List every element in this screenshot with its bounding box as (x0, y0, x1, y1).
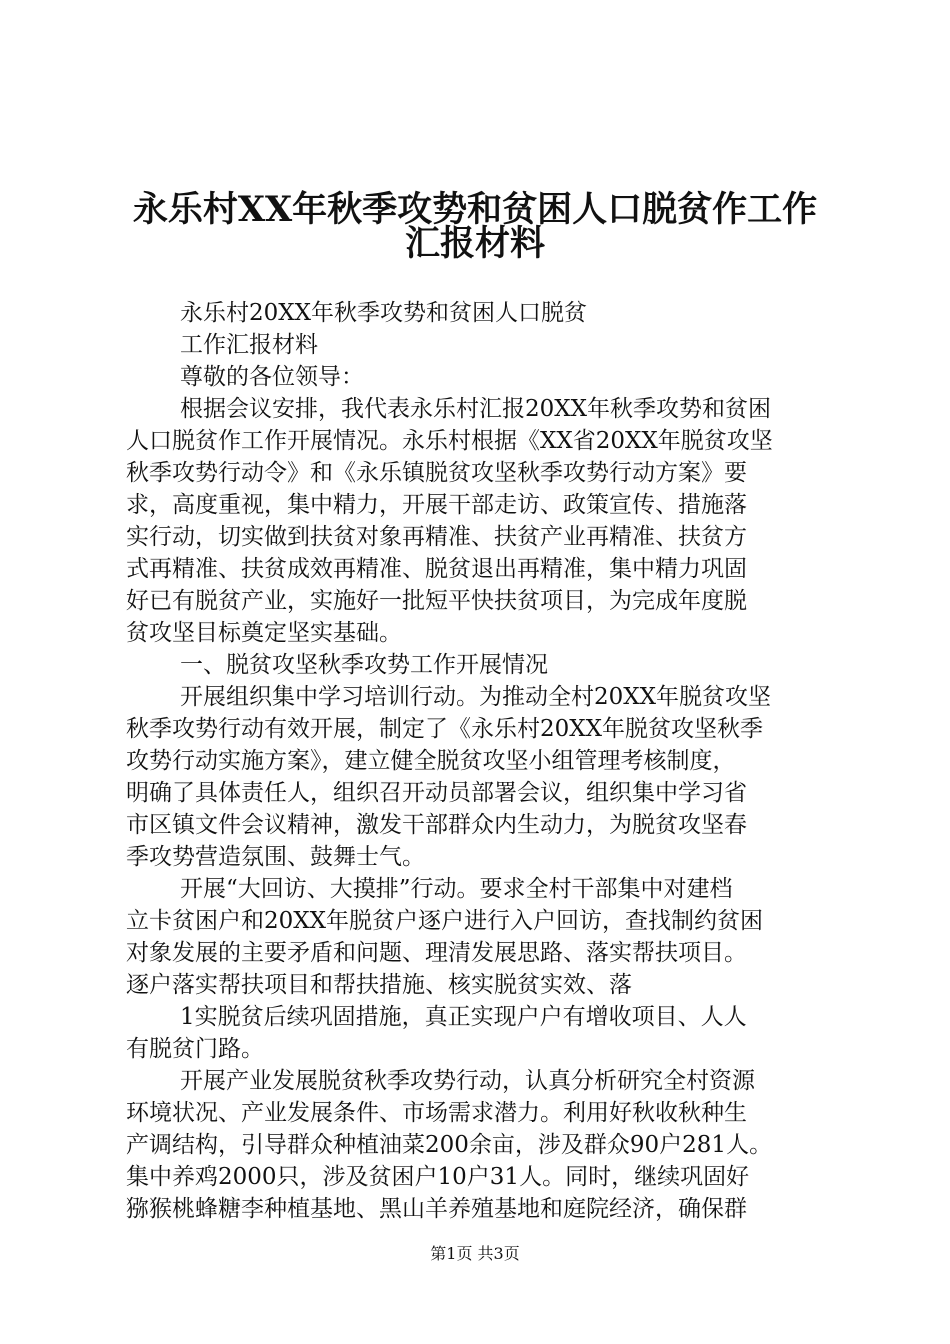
body-line: 开展产业发展脱贫秋季攻势行动，认真分析研究全村资源 (180, 1068, 755, 1094)
body-line: 攻势行动实施方案》，建立健全脱贫攻坚小组管理考核制度， (126, 748, 736, 774)
body-line: 秋季攻势行动有效开展，制定了《永乐村20XX年脱贫攻坚秋季 (126, 716, 764, 742)
body-line: 产调结构，引导群众种植油菜200余亩，涉及群众90户281人。 (126, 1132, 773, 1158)
body-line: 明确了具体责任人，组织召开动员部署会议，组织集中学习省 (126, 780, 747, 806)
body-line: 逐户落实帮扶项目和帮扶措施、核实脱贫实效、落 (126, 972, 632, 998)
body-line: 环境状况、产业发展条件、市场需求潜力。利用好秋收秋种生 (126, 1100, 747, 1126)
document-body (126, 297, 834, 1225)
body-line: 尊敬的各位领导： (180, 364, 364, 390)
section-heading: 一、脱贫攻坚秋季攻势工作开展情况 (180, 652, 548, 678)
body-line: 开展组织集中学习培训行动。为推动全村20XX年脱贫攻坚 (180, 684, 772, 710)
body-line: 秋季攻势行动令》和《永乐镇脱贫攻坚秋季攻势行动方案》要 (126, 460, 747, 486)
body-line: 求，高度重视，集中精力，开展干部走访、政策宣传、措施落 (126, 492, 747, 518)
body-line: 开展“大回访、大摸排”行动。要求全村干部集中对建档 (180, 876, 733, 902)
document-title-line-2: 汇报材料 (404, 223, 545, 264)
body-line: 贫攻坚目标奠定坚实基础。 (126, 620, 402, 646)
body-line: 有脱贫门路。 (126, 1036, 264, 1062)
body-line: 对象发展的主要矛盾和问题、理清发展思路、落实帮扶项目。 (126, 940, 747, 966)
body-line: 根据会议安排，我代表永乐村汇报20XX年秋季攻势和贫困 (180, 396, 772, 422)
body-line: 实行动，切实做到扶贫对象再精准、扶贫产业再精准、扶贫方 (126, 524, 747, 550)
body-line: 1实脱贫后续巩固措施，真正实现户户有增收项目、人人 (180, 1004, 747, 1030)
body-line: 季攻势营造氛围、鼓舞士气。 (126, 844, 425, 870)
body-line: 式再精准、扶贫成效再精准、脱贫退出再精准，集中精力巩固 (126, 556, 747, 582)
body-line: 好已有脱贫产业，实施好一批短平快扶贫项目，为完成年度脱 (126, 588, 747, 614)
body-line: 永乐村20XX年秋季攻势和贫困人口脱贫 (180, 300, 588, 326)
body-line: 工作汇报材料 (180, 332, 318, 358)
document-title-line-1: 永乐村XX年秋季攻势和贫困人口脱贫作工作 (132, 189, 818, 230)
body-line: 立卡贫困户和20XX年脱贫户逐户进行入户回访，查找制约贫困 (126, 908, 764, 934)
body-line: 猕猴桃蜂糖李种植基地、黑山羊养殖基地和庭院经济，确保群 (126, 1196, 747, 1222)
page-footer: 第1页 共3页 (430, 1244, 520, 1263)
body-line: 人口脱贫作工作开展情况。永乐村根据《XX省20XX年脱贫攻坚 (126, 428, 773, 454)
body-line: 集中养鸡2000只，涉及贫困户10户31人。同时，继续巩固好 (126, 1164, 750, 1190)
body-line: 市区镇文件会议精神，激发干部群众内生动力，为脱贫攻坚春 (126, 812, 747, 838)
